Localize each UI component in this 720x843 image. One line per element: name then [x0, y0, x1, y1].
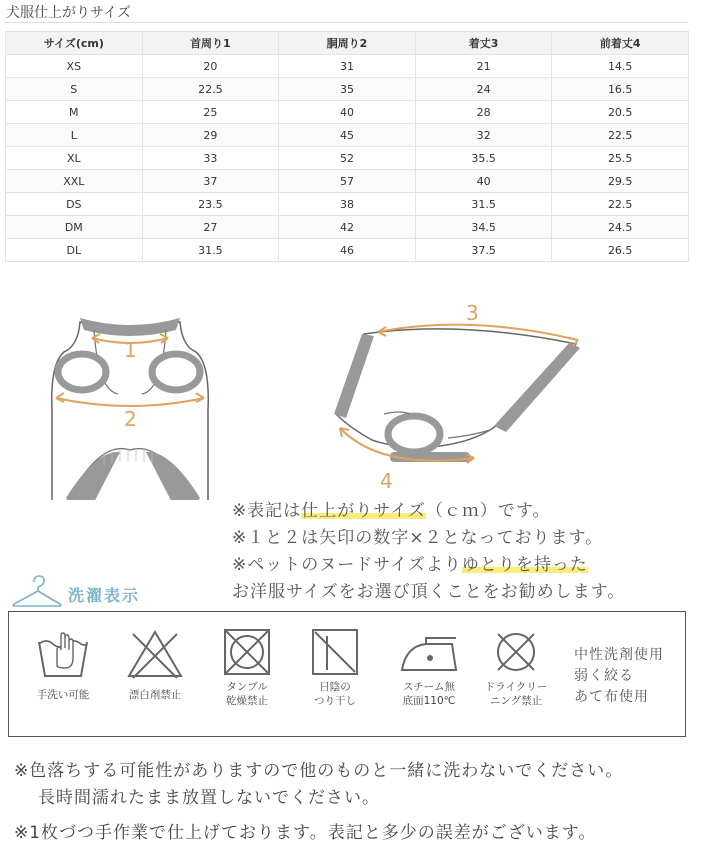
footer-line-3: ※1枚づつ手作業で仕上げております。表記と多少の誤差がございます。 [14, 823, 597, 843]
note-line-4: お洋服サイズをお選び頂くことをお勧めします。 [232, 582, 626, 602]
measurement-cell: 20.5 [552, 101, 689, 124]
size-cell: M [6, 101, 143, 124]
symbol-no-dry-clean [477, 626, 555, 708]
label-iron-low: スチーム無 底面110℃ [402, 681, 456, 707]
care-note-line: 弱く絞る [574, 668, 634, 684]
wash-symbols-box [8, 611, 686, 737]
measurement-cell: 35.5 [415, 147, 552, 170]
footer-line-1: ※色落ちする可能性がありますので他のものと一緒に洗わないでください。 [14, 761, 624, 781]
iron-low-icon [396, 626, 462, 680]
label-no-bleach: 漂白剤禁止 [128, 689, 182, 701]
hand-wash-icon [33, 626, 93, 680]
care-note-line: あて布使用 [574, 689, 649, 705]
table-row [6, 147, 689, 170]
measurement-cell: 31 [279, 55, 416, 78]
no-bleach-icon [125, 626, 185, 680]
measurement-cell: 31.5 [142, 239, 279, 262]
highlight-room: ゆとりを持った [461, 555, 588, 575]
size-cell: XL [6, 147, 143, 170]
side-armhole [388, 416, 440, 452]
measurement-cell: 25.5 [552, 147, 689, 170]
highlight-finished-size: 仕上がりサイズ [301, 501, 426, 521]
table-row [6, 78, 689, 101]
measurement-cell: 42 [279, 216, 416, 239]
header-size: サイズ(cm) [6, 32, 143, 55]
front-left-armhole [58, 354, 106, 390]
measurement-cell: 14.5 [552, 55, 689, 78]
measurement-cell: 46 [279, 239, 416, 262]
size-cell: DM [6, 216, 143, 239]
note-line-3: ※ペットのヌードサイズよりゆとりを持った [232, 555, 588, 575]
label-no-dry-clean: ドライクリー ニング禁止 [484, 681, 548, 707]
care-note [574, 645, 664, 708]
care-note-line: 中性洗剤使用 [574, 647, 664, 663]
label-chest: 2 [124, 407, 137, 431]
no-tumble-dry-icon [217, 626, 277, 680]
header-front-length: 前着丈4 [552, 32, 689, 55]
measurement-cell: 21 [415, 55, 552, 78]
table-row [6, 101, 689, 124]
measurement-cell: 40 [415, 170, 552, 193]
footer-line-2: 長時間濡れたまま放置しないでください。 [38, 788, 380, 808]
measurement-cell: 40 [279, 101, 416, 124]
measurement-cell: 31.5 [415, 193, 552, 216]
table-row [6, 193, 689, 216]
header-length: 着丈3 [415, 32, 552, 55]
note-line-2: ※１と２は矢印の数字×２となっております。 [232, 528, 604, 548]
measurement-cell: 32 [415, 124, 552, 147]
measurement-cell: 52 [279, 147, 416, 170]
size-cell: XXL [6, 170, 143, 193]
size-cell: DL [6, 239, 143, 262]
table-row [6, 170, 689, 193]
page-title: 犬服仕上がりサイズ [6, 5, 131, 21]
measurement-cell: 37.5 [415, 239, 552, 262]
table-row [6, 55, 689, 78]
measurement-cell: 45 [279, 124, 416, 147]
measurement-cell: 38 [279, 193, 416, 216]
measurement-cell: 16.5 [552, 78, 689, 101]
measurement-cell: 20 [142, 55, 279, 78]
measurement-cell: 22.5 [142, 78, 279, 101]
symbol-hand-wash [27, 626, 99, 702]
measurement-cell: 25 [142, 101, 279, 124]
size-notes [232, 498, 625, 606]
measurement-cell: 22.5 [552, 193, 689, 216]
size-cell: XS [6, 55, 143, 78]
measurement-cell: 27 [142, 216, 279, 239]
table-row [6, 216, 689, 239]
label-shade-line-dry: 日陰の つり干し [314, 681, 356, 707]
measurement-cell: 29 [142, 124, 279, 147]
header-chest: 胴周り2 [279, 32, 416, 55]
table-header-row [6, 32, 689, 55]
size-cell: S [6, 78, 143, 101]
wash-section-title: 洗濯表示 [68, 586, 141, 605]
label-front-length: 4 [380, 469, 393, 493]
measurement-cell: 34.5 [415, 216, 552, 239]
size-table [5, 31, 689, 262]
symbol-shade-line-dry [299, 626, 371, 708]
front-right-armhole [152, 354, 200, 390]
measurement-cell: 37 [142, 170, 279, 193]
table-body [6, 55, 689, 262]
header-neck: 首周り1 [142, 32, 279, 55]
label-no-tumble-dry: タンブル 乾燥禁止 [226, 681, 268, 707]
measurement-cell: 24.5 [552, 216, 689, 239]
measurement-cell: 33 [142, 147, 279, 170]
symbol-no-tumble-dry [211, 626, 283, 708]
measurement-cell: 29.5 [552, 170, 689, 193]
measurement-cell: 24 [415, 78, 552, 101]
no-dry-clean-icon [486, 626, 546, 680]
size-cell: L [6, 124, 143, 147]
label-neck: 1 [124, 338, 137, 362]
note-line-1: ※表記は仕上がりサイズ（ｃｍ）です。 [232, 501, 551, 521]
label-hand-wash: 手洗い可能 [36, 689, 90, 701]
garment-diagram [0, 290, 720, 500]
size-cell: DS [6, 193, 143, 216]
measurement-cell: 23.5 [142, 193, 279, 216]
symbol-no-bleach [119, 626, 191, 702]
measurement-cell: 35 [279, 78, 416, 101]
table-row [6, 239, 689, 262]
table-row [6, 124, 689, 147]
title-divider [4, 22, 688, 23]
side-view-garment [334, 329, 580, 462]
symbol-iron-low [389, 626, 469, 708]
measurement-cell: 57 [279, 170, 416, 193]
label-length: 3 [466, 301, 479, 325]
measurement-cell: 22.5 [552, 124, 689, 147]
shade-line-dry-icon [305, 626, 365, 680]
measurement-cell: 26.5 [552, 239, 689, 262]
hanger-icon [10, 574, 64, 614]
measurement-cell: 28 [415, 101, 552, 124]
